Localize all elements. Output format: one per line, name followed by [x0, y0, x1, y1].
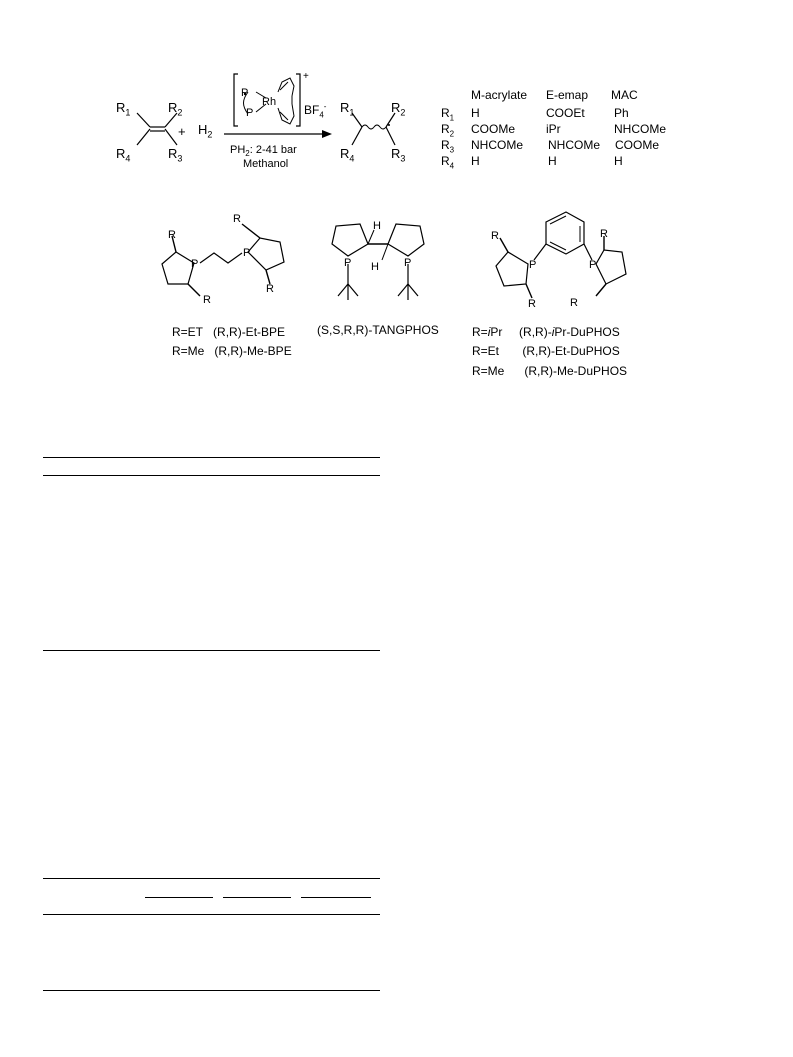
bpe-atom-r: R	[168, 229, 176, 241]
reactant-r2: $R_2$	[168, 100, 183, 118]
bpe-structure	[150, 208, 300, 318]
bpe-atom-r: R	[233, 213, 241, 225]
condition-pressure: $PH_2$: 2-41 bar	[230, 144, 297, 159]
table-2-bottom-rule	[43, 990, 380, 991]
condition-solvent: Methanol	[243, 158, 289, 170]
plus-sign: +	[178, 124, 186, 139]
tangphos-atom-h: H	[371, 261, 379, 273]
substrate-cell: H	[614, 154, 623, 168]
bpe-label-me: R=Me (R,R)-Me-BPE	[172, 344, 292, 358]
duphos-atom-r: R	[600, 228, 608, 240]
product-r4: $R_4$	[340, 146, 355, 164]
tangphos-atom-p-right: P	[404, 257, 412, 269]
reactant-r3: $R_3$	[168, 146, 183, 164]
substrate-cell: H	[471, 154, 480, 168]
substrate-header: MAC	[611, 88, 638, 102]
table-1-top-rule	[43, 457, 380, 458]
table-1-bottom-rule	[43, 650, 380, 651]
substrate-row-label: $R_2$	[441, 122, 455, 139]
tangphos-structure	[318, 208, 448, 313]
bpe-atom-p-right: P	[243, 247, 251, 259]
substrate-cell: NHCOMe	[614, 122, 667, 136]
substrate-cell: iPr	[546, 122, 561, 136]
table-2-group-rule	[301, 897, 371, 898]
catalyst-rh: Rh	[262, 96, 277, 108]
table-2-top-rule	[43, 878, 380, 879]
substrate-row-label: $R_1$	[441, 106, 455, 123]
substrate-cell: H	[548, 154, 557, 168]
catalyst-counterion: $BF_4^-$	[304, 102, 327, 120]
bpe-atom-p-left: P	[191, 258, 199, 270]
duphos-label-ipr: R=iPr (R,R)-iPr-DuPHOS	[472, 325, 620, 339]
table-1-header-rule	[43, 475, 380, 476]
duphos-label-et: R=Et (R,R)-Et-DuPHOS	[472, 344, 620, 358]
tangphos-atom-h: H	[373, 220, 381, 232]
duphos-atom-r: R	[570, 297, 578, 309]
substrate-row-label: $R_3$	[441, 138, 455, 155]
table-2-header-rule	[43, 914, 380, 915]
substrate-row-label: $R_4$	[441, 154, 455, 171]
substrate-cell: COOMe	[471, 122, 516, 136]
product-r1: $R_1$	[340, 100, 355, 118]
catalyst-p-top: P	[241, 87, 249, 99]
substrate-header: E-emap	[546, 88, 589, 102]
reactant-r1: $R_1$	[116, 100, 131, 118]
catalyst-charge: +	[303, 71, 309, 82]
tangphos-atom-p-left: P	[344, 257, 352, 269]
reaction-scheme	[0, 0, 793, 190]
substrate-cell: COOMe	[615, 138, 660, 152]
duphos-atom-p-left: P	[529, 259, 537, 271]
duphos-atom-r: R	[491, 230, 499, 242]
product-r2: $R_2$	[391, 100, 406, 118]
bpe-label-et: R=ET (R,R)-Et-BPE	[172, 325, 286, 339]
table-2-group-rule	[223, 897, 291, 898]
duphos-atom-p-right: P	[589, 259, 597, 271]
bpe-atom-r: R	[203, 294, 211, 306]
substrate-cell: NHCOMe	[471, 138, 524, 152]
tangphos-label: (S,S,R,R)-TANGPHOS	[317, 323, 439, 337]
duphos-label-me: R=Me (R,R)-Me-DuPHOS	[472, 364, 628, 378]
product-r3: $R_3$	[391, 146, 406, 164]
substrate-header: M-acrylate	[471, 88, 528, 102]
duphos-atom-r: R	[528, 298, 536, 310]
substrate-cell: Ph	[614, 106, 629, 120]
bpe-atom-r: R	[266, 283, 274, 295]
table-2-group-rule	[145, 897, 213, 898]
substrate-cell: COOEt	[546, 106, 585, 120]
substrate-cell: NHCOMe	[548, 138, 601, 152]
reaction-arrow	[222, 128, 334, 140]
substrate-cell: H	[471, 106, 480, 120]
hydrogen-label: $H_2$	[198, 122, 213, 140]
catalyst-p-bottom: P	[246, 107, 254, 119]
duphos-structure	[484, 204, 634, 314]
reactant-r4: $R_4$	[116, 146, 131, 164]
